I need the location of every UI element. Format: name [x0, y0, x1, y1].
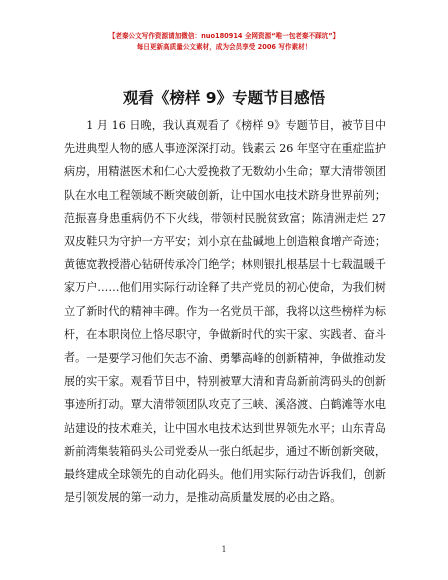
promo-banner-line-2: 每日更新高质量公文素材，成为会员享受 2006 写作素材！: [136, 43, 312, 51]
page-number: 1: [221, 545, 227, 554]
promo-banner-line-1: 【老秦公文写作资源请加微信：nuo180914 全网资源“唯一包老秦不踩坑”】: [108, 32, 340, 40]
body-paragraph-2: 一是要学习他们矢志不渝、勇攀高峰的创新精神，争做推动发展的实干家。观看节目中，特别被覃大清和青岛新前湾码头的创新事迹所打动。覃大清带领团队攻克了三峡、溪洛渡、白鹤滩等水电站建设的技术难关，让中国水电技术达到世界领先水平；山东青岛新前湾集装箱码头公司党委从一张白纸起步，通过不断创新突破，最终建成全球领先的自动化码头。他们用实际行动告诉我们，创新是引领发展的第一动力，是推动高质量发展的必由之路。: [64, 352, 386, 505]
document-title: 观看《榜样 9》专题节目感悟: [122, 89, 326, 107]
body-paragraph-1: 1 月 16 日晚，我认真观看了《榜样 9》专题节目，被节目中先进典型人物的感人事迹深深打动。钱素云 26 年坚守在重症监护病房，用精湛医术和仁心大爱挽救了无数幼小生命；覃大清带领团队在水电工程领域不断突破创新，让中国水电技术跻身世界前列；范振喜身患重病仍不下火线，带领村民脱贫致富；陈清洲走烂 27 双皮鞋只为守护一方平安；刘小京在盐碱地上创造粮食增产奇迹；黄德宽教授潜心钻研传承冷门绝学；林则银扎根基层十七载温暖千家万户……他们用实际行动诠释了共产党员的初心使命，为我们树立了新时代的精神丰碑。作为一名党员干部，我将以这些榜样为标杆，在本职岗位上恪尽职守，争做新时代的实干家、实践者、奋斗者。: [64, 119, 386, 365]
